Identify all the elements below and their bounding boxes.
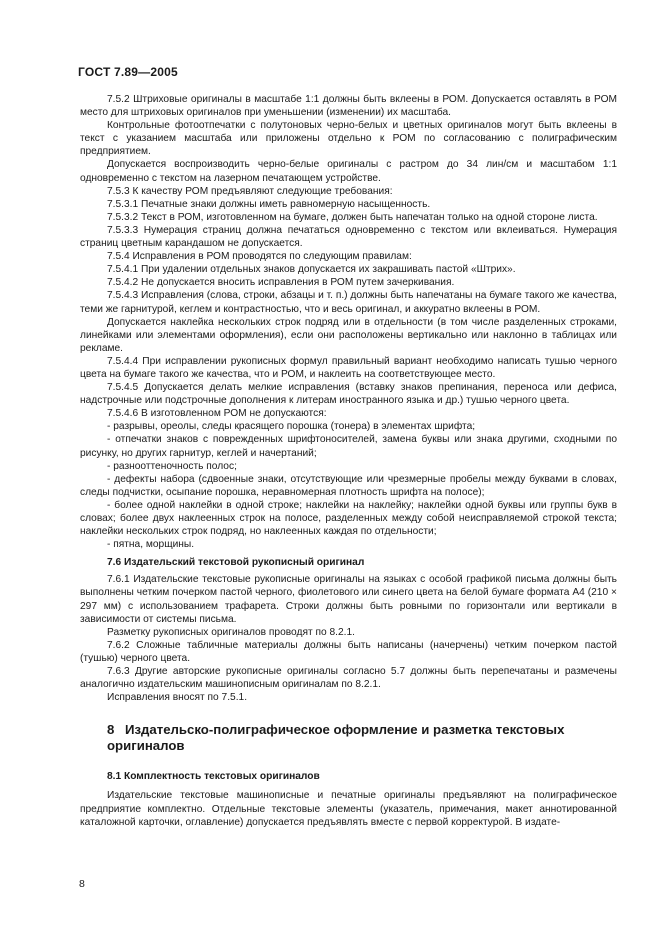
section-7-6-text	[80, 573, 617, 704]
page-body	[80, 93, 617, 829]
section-8-1-heading: 8.1 Комплектность текстовых оригиналов	[107, 771, 320, 783]
document-header: ГОСТ 7.89—2005	[78, 65, 178, 79]
paragraph: 7.6.1 Издательские текстовые рукописные оригиналы на языках с особой графикой письма должны быть выполнены четким почерком пастой черного, фиолетового или синего цвета на белой бумаге формата А4 (210 × 297 мм) с использованием трафарета. Строки должны быть ровными по горизонтали или вертикали в зависимости от системы письма.	[80, 574, 617, 625]
paragraph: 7.5.4.4 При исправлении рукописных формул правильный вариант необходимо написать тушью черного цвета на бумаге такого же качества, что и РОМ, и наклеить на соответствующее место.	[80, 355, 617, 380]
paragraph: Допускается воспроизводить черно-белые оригиналы с растром до 34 лин/см и масштабом 1:1 одновременно с текстом на лазерном печатающем устройстве.	[80, 159, 617, 184]
section-7-5-text	[80, 93, 617, 551]
paragraph: - более одной наклейки в одной строке; наклейки на наклейку; наклейки одной буквы или группы букв в словах; более двух наклеенных строк на полосе, разделенных между собой неисправляемой строкой текста; наклейки нескольких строк подряд, но наклеенных каждая по отдельности;	[80, 499, 617, 538]
paragraph: 7.5.2 Штриховые оригиналы в масштабе 1:1 должны быть вклеены в РОМ. Допускается оставлять в РОМ место для штриховых оригиналов при уменьшении (изменении) их масштаба.	[80, 94, 617, 119]
paragraph: - разрывы, ореолы, следы красящего порошка (тонера) в элементах шрифта;	[107, 421, 476, 433]
paragraph: 7.6.2 Сложные табличные материалы должны быть написаны (начерчены) четким почерком пастой (тушью) черного цвета.	[80, 639, 617, 664]
paragraph: Контрольные фотоотпечатки с полутоновых черно-белых и цветных оригиналов могут быть вклеены в текст с указанием масштаба или приложены отдельно к РОМ по согласованию с полиграфическим предприятием.	[80, 120, 617, 158]
paragraph: 7.5.4.6 В изготовленном РОМ не допускаются:	[107, 408, 327, 420]
paragraph: 7.5.4.3 Исправления (слова, строки, абзацы и т. п.) должны быть напечатаны на бумаге такого же качества, теми же гарнитурой, кеглем и контрастностью, что и весь оригинал, и аккуратно вклеены в РОМ.	[80, 290, 617, 315]
paragraph: 7.6.3 Другие авторские рукописные оригиналы согласно 5.7 должны быть перепечатаны и размечены аналогично издательским машинописным оригиналам по 8.2.1.	[80, 666, 617, 691]
section-8-1-text	[80, 789, 617, 828]
paragraph: 7.5.4 Исправления в РОМ проводятся по следующим правилам:	[107, 251, 412, 263]
section-8-number: 8	[107, 722, 115, 738]
section-8-title: Издательско-полиграфическое оформление и разметка текстовых оригиналов	[107, 722, 565, 754]
paragraph: - разнооттеночность полос;	[107, 460, 237, 472]
paragraph: 7.5.4.5 Допускается делать мелкие исправления (вставку знаков препинания, переноса или дефиса, надстрочные или подстрочные дополнения к литерам иностранного языка и др.) тушью черного цвета.	[80, 382, 617, 407]
paragraph: - пятна, морщины.	[107, 539, 195, 551]
section-8-heading	[80, 722, 617, 754]
paragraph: 7.5.3 К качеству РОМ предъявляют следующие требования:	[107, 185, 393, 197]
paragraph: Допускается наклейка нескольких строк подряд или в отдельности (в том числе разделенных строками, линейками или элементами оформления), если они расположены вертикально или наклонно в таблицах или рекламе.	[80, 316, 617, 354]
paragraph: - дефекты набора (сдвоенные знаки, отсутствующие или чрезмерные пробелы между буквами в словах, следы подчистки, осыпание порошка, неравномерная плотность шрифта на полосе);	[80, 473, 617, 498]
paragraph: Исправления вносят по 7.5.1.	[107, 692, 248, 704]
section-7-6-heading: 7.6 Издательский текстовой рукописный оригинал	[107, 557, 365, 569]
paragraph: 7.5.3.2 Текст в РОМ, изготовленном на бумаге, должен быть напечатан только на одной стороне листа.	[107, 211, 598, 223]
paragraph: Разметку рукописных оригиналов проводят по 8.2.1.	[107, 626, 355, 638]
paragraph: Издательские текстовые машинописные и печатные оригиналы предъявляют на полиграфическое предприятие комплектно. Отдельные текстовые элементы (указатель, примечания, макет аннотированной каталожной карточки, оглавление) допускается предъявлять вместе с первой корректурой. В издате-	[80, 790, 617, 828]
paragraph: 7.5.3.1 Печатные знаки должны иметь равномерную насыщенность.	[107, 198, 431, 210]
paragraph: 7.5.4.1 При удалении отдельных знаков допускается их закрашивать пастой «Штрих».	[107, 264, 516, 276]
paragraph: 7.5.3.3 Нумерация страниц должна печататься одновременно с текстом или вклеиваться. Нумерация страниц цветным карандашом не допускается.	[80, 224, 617, 250]
paragraph: - отпечатки знаков с поврежденных шрифтоносителей, замена буквы или знака другими, сходными по рисунку, но других гарнитур, кеглей и начертаний;	[80, 434, 617, 459]
paragraph: 7.5.4.2 Не допускается вносить исправления в РОМ путем зачеркивания.	[107, 277, 455, 289]
page-number: 8	[79, 878, 85, 890]
